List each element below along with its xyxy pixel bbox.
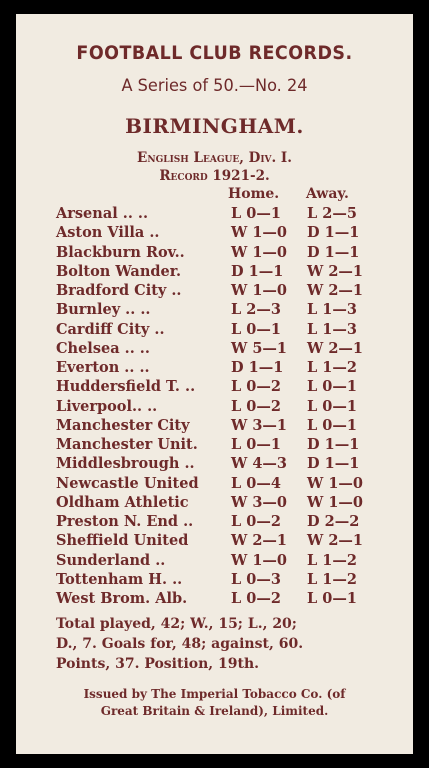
- card-title: FOOTBALL CLUB RECORDS.: [76, 42, 353, 64]
- away-result: L 0—1: [307, 378, 357, 396]
- team-name: Newcastle United: [56, 474, 199, 492]
- away-result: D 1—1: [307, 224, 360, 242]
- table-row: [56, 377, 396, 396]
- table-row: [56, 262, 396, 281]
- table-row: [56, 397, 396, 416]
- team-name: Manchester City: [56, 416, 190, 434]
- away-result: D 1—1: [307, 243, 360, 261]
- table-row: [56, 531, 396, 550]
- away-result: L 1—2: [307, 551, 357, 569]
- home-result: L 0—4: [231, 474, 281, 492]
- home-result: L 0—2: [231, 397, 281, 415]
- home-result: L 0—1: [231, 436, 281, 453]
- totals-line: Points, 37. Position, 19th.: [56, 656, 260, 672]
- team-name: Tottenham H. ..: [56, 570, 183, 588]
- away-result: D 1—1: [307, 455, 360, 473]
- results-table: [56, 204, 396, 608]
- table-row: [56, 300, 396, 319]
- table-row: [56, 358, 396, 377]
- away-result: D 2—2: [307, 513, 360, 530]
- team-name: Bradford City ..: [56, 282, 182, 299]
- table-row: [56, 223, 396, 242]
- home-result: L 0—3: [231, 570, 281, 588]
- team-name: Manchester Unit.: [56, 436, 198, 453]
- table-row: [56, 493, 396, 512]
- table-row: [56, 512, 396, 531]
- table-row: [56, 589, 396, 608]
- issuer-line: Issued by The Imperial Tobacco Co. (of: [83, 687, 346, 701]
- team-name: Sheffield United: [56, 532, 189, 550]
- league-division: English League, Div. I.: [137, 150, 292, 166]
- issuer-note: [16, 686, 413, 720]
- home-result: L 0—1: [231, 320, 281, 338]
- team-name: Huddersfield T. ..: [56, 378, 196, 396]
- table-row: [56, 570, 396, 589]
- totals-line: D., 7. Goals for, 48; against, 60.: [56, 636, 304, 652]
- away-result: W 2—1: [307, 339, 364, 357]
- home-result: W 1—0: [231, 551, 288, 569]
- team-name: Aston Villa ..: [56, 224, 160, 242]
- home-result: W 4—3: [231, 455, 288, 473]
- away-result: L 1—2: [307, 570, 357, 588]
- table-row: [56, 320, 396, 339]
- season-totals: [56, 614, 396, 674]
- team-name: Blackburn Rov..: [56, 243, 185, 261]
- team-name: Burnley .. ..: [56, 301, 151, 319]
- team-name: Preston N. End ..: [56, 513, 194, 530]
- team-name: Sunderland ..: [56, 551, 166, 569]
- table-row: [56, 416, 396, 435]
- team-name: Cardiff City ..: [56, 320, 165, 338]
- totals-line: Total played, 42; W., 15; L., 20;: [56, 616, 297, 632]
- home-result: W 5—1: [231, 339, 288, 357]
- team-name: Chelsea .. ..: [56, 339, 150, 357]
- away-result: W 1—0: [307, 493, 364, 511]
- home-result: W 3—1: [231, 416, 288, 434]
- away-result: W 2—1: [307, 262, 364, 280]
- table-row: [56, 281, 396, 300]
- table-row: [56, 204, 396, 223]
- home-result: L 0—2: [231, 590, 281, 607]
- table-row: [56, 243, 396, 262]
- table-row: [56, 339, 396, 358]
- away-result: L 0—1: [307, 590, 357, 607]
- table-row: [56, 454, 396, 473]
- home-result: L 2—3: [231, 301, 281, 319]
- team-name: Bolton Wander.: [56, 262, 182, 280]
- cigarette-card: [16, 14, 413, 754]
- away-result: W 2—1: [307, 532, 364, 550]
- home-result: W 3—0: [231, 493, 288, 511]
- home-result: W 1—0: [231, 282, 288, 299]
- club-name: BIRMINGHAM.: [125, 114, 304, 138]
- team-name: Oldham Athletic: [56, 493, 189, 511]
- away-result: L 0—1: [307, 416, 357, 434]
- table-row: [56, 551, 396, 570]
- home-result: L 0—1: [231, 205, 281, 222]
- team-name: Liverpool.. ..: [56, 397, 158, 415]
- away-result: L 1—2: [307, 359, 357, 376]
- team-name: Middlesbrough ..: [56, 455, 195, 473]
- series-number: A Series of 50.—No. 24: [121, 76, 308, 96]
- home-result: L 0—2: [231, 513, 281, 530]
- issuer-line: Great Britain & Ireland), Limited.: [100, 704, 329, 718]
- home-result: W 1—0: [231, 224, 288, 242]
- team-name: Arsenal .. ..: [56, 205, 149, 222]
- away-result: L 1—3: [307, 301, 357, 319]
- home-column-header: Home.: [228, 186, 280, 202]
- away-result: D 1—1: [307, 436, 360, 453]
- table-row: [56, 474, 396, 493]
- team-name: Everton .. ..: [56, 359, 150, 376]
- table-row: [56, 435, 396, 454]
- home-result: D 1—1: [231, 359, 284, 376]
- away-result: L 1—3: [307, 320, 357, 338]
- home-result: W 2—1: [231, 532, 288, 550]
- home-result: D 1—1: [231, 262, 284, 280]
- away-result: W 1—0: [307, 474, 364, 492]
- away-result: L 0—1: [307, 397, 357, 415]
- record-season: Record 1921-2.: [159, 168, 270, 184]
- team-name: West Brom. Alb.: [56, 590, 188, 607]
- away-result: L 2—5: [307, 205, 357, 222]
- away-column-header: Away.: [306, 186, 349, 202]
- away-result: W 2—1: [307, 282, 364, 299]
- home-result: W 1—0: [231, 243, 288, 261]
- home-result: L 0—2: [231, 378, 281, 396]
